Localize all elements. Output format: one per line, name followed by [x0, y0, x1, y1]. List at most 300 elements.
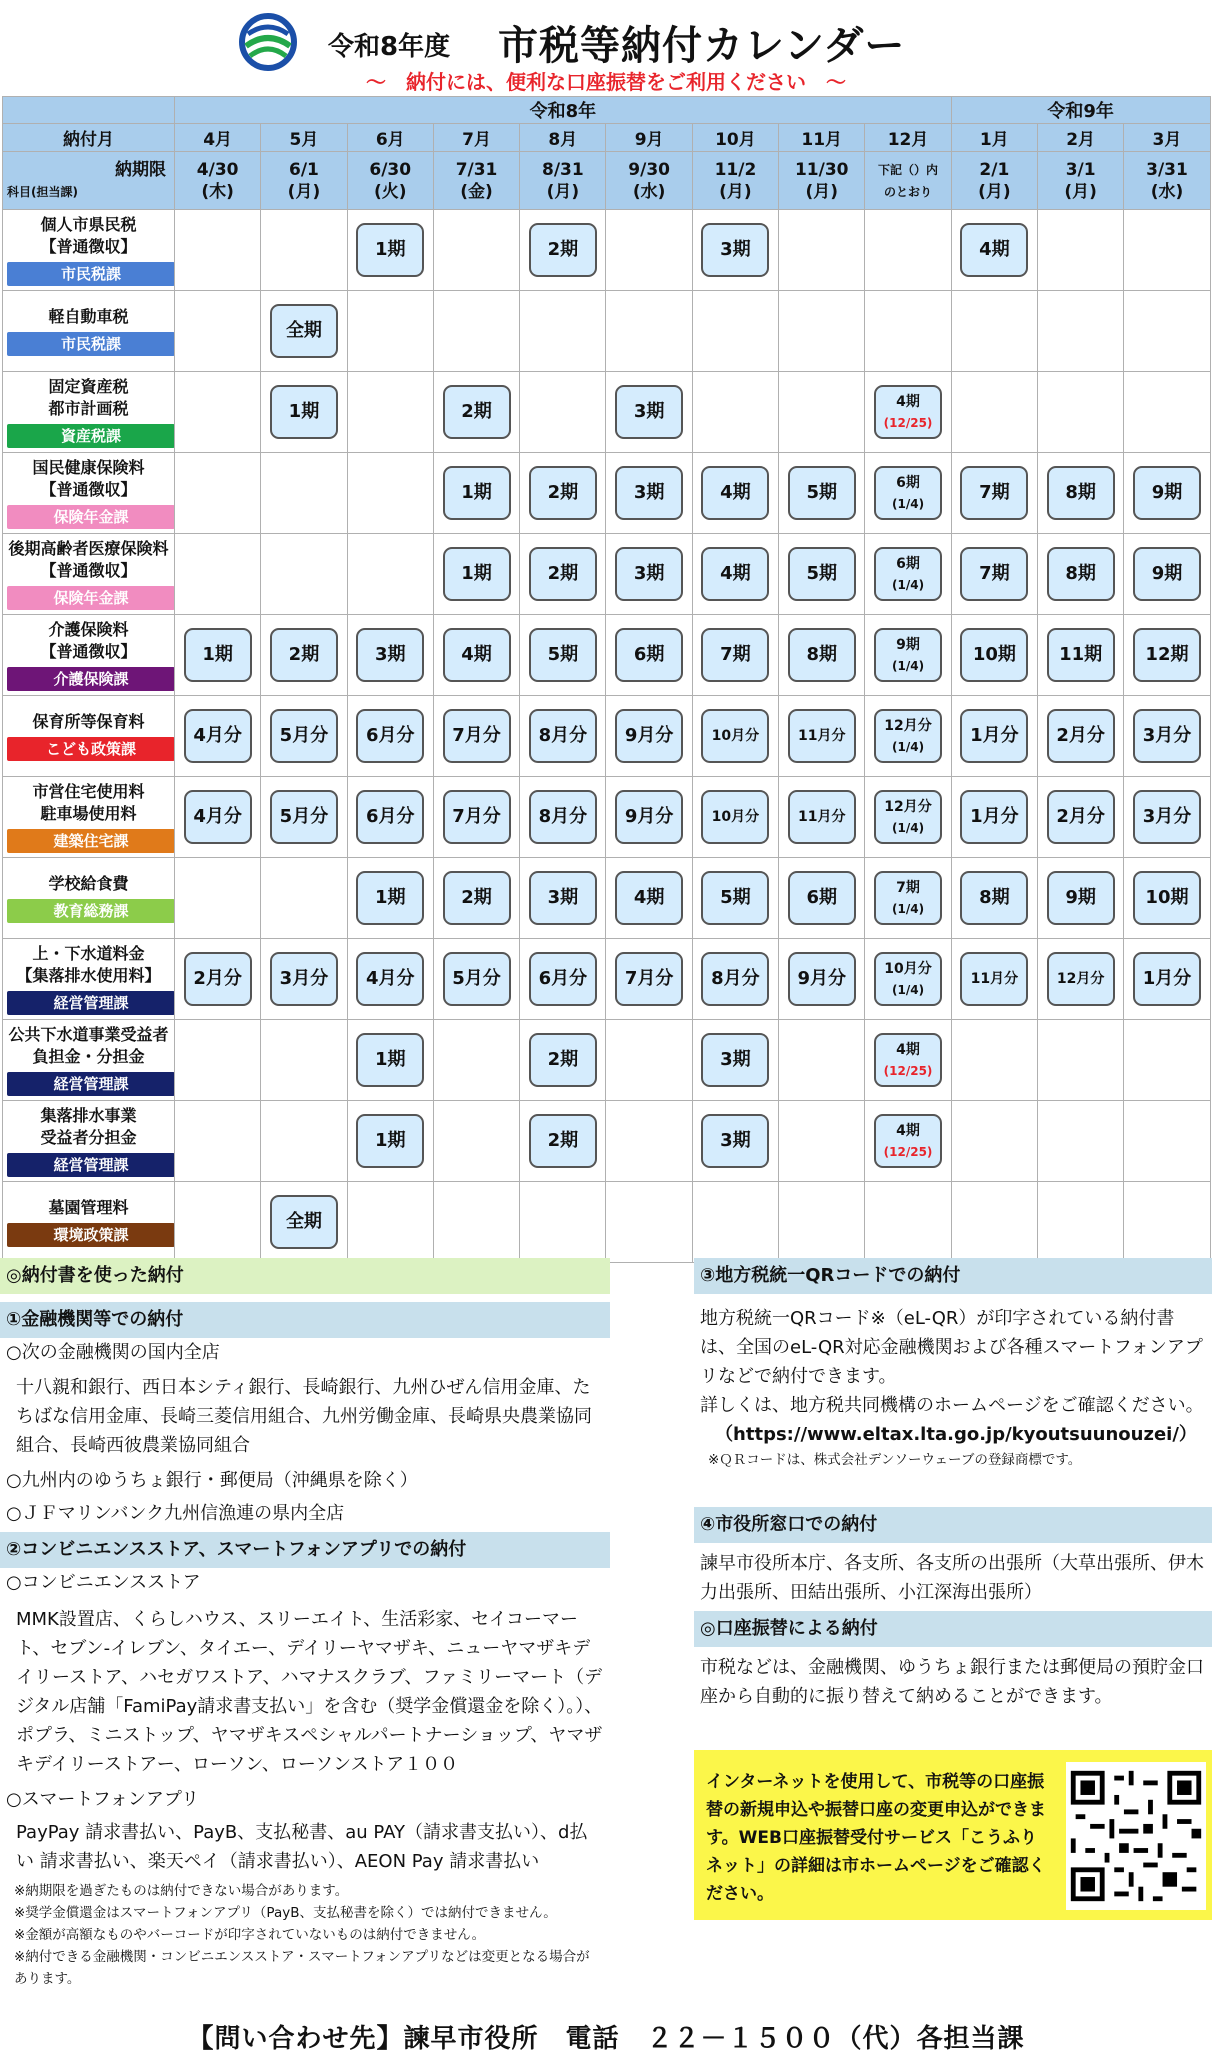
deadline-date-text: 下記（）内: [878, 162, 939, 177]
section-heading-qr: ③地方税統一QRコードでの納付: [694, 1258, 1212, 1294]
installment-label: 3期: [374, 644, 406, 665]
installment-badge: [701, 709, 769, 763]
installment-badge: [701, 790, 769, 844]
installment-badge: [615, 709, 683, 763]
calendar-row: [3, 939, 1211, 1020]
calendar-cell: [433, 1101, 519, 1182]
installment-label: 7期: [896, 879, 920, 896]
calendar-cell: [175, 777, 261, 858]
item-name-cell: [3, 858, 175, 939]
calendar-cell: [692, 291, 778, 372]
installment-deadline: (1/4): [892, 820, 925, 835]
installment-badge: [874, 628, 942, 682]
calendar-cell: [951, 372, 1037, 453]
calendar-cell: [692, 939, 778, 1020]
installment-badge: [356, 871, 424, 925]
calendar-cell: [433, 939, 519, 1020]
installment-label: 3月分: [1142, 806, 1192, 827]
internet-transfer-box: [694, 1750, 1212, 1920]
installment-badge: [443, 952, 511, 1006]
installment-label: 1期: [374, 1130, 406, 1151]
installment-label: 4月分: [365, 968, 415, 989]
era-reiwa8: 令和8年: [175, 97, 952, 124]
calendar-cell: [606, 1182, 692, 1263]
calendar-cell: [347, 210, 433, 291]
item-name: 軽自動車税: [48, 307, 129, 326]
installment-badge: [270, 304, 338, 358]
installment-label: 1期: [202, 644, 233, 665]
installment-badge: [184, 709, 252, 763]
installment-label: 2期: [547, 239, 579, 260]
deadline-date-text: 2/1: [979, 159, 1010, 180]
deadline-date: [347, 152, 433, 210]
calendar-cell: [779, 291, 865, 372]
calendar-row: [3, 615, 1211, 696]
calendar-cell: [1038, 453, 1124, 534]
deadline-date-text: 3/1: [1065, 159, 1096, 180]
installment-badge: [874, 466, 942, 520]
deadline-date: [175, 152, 261, 210]
installment-badge: [874, 709, 942, 763]
calendar-cell: [951, 939, 1037, 1020]
calendar-cell: [175, 291, 261, 372]
calendar-cell: [951, 291, 1037, 372]
installment-badge: [701, 547, 769, 601]
installment-badge: [184, 628, 252, 682]
calendar-cell: [347, 858, 433, 939]
calendar-cell: [433, 534, 519, 615]
installment-label: 12月分: [884, 717, 932, 734]
item-name: 駐車場使用料: [40, 804, 137, 823]
convenience-intro: ○コンビニエンスストア: [6, 1572, 201, 1593]
installment-badge: [874, 1114, 942, 1168]
installment-label: 4月分: [193, 725, 242, 746]
deadline-date-text: 6/30: [369, 159, 412, 180]
calendar-cell: [1124, 1020, 1210, 1101]
department-badge: 教育総務課: [7, 899, 175, 923]
installment-badge: [529, 223, 597, 277]
convenience-list: MMK設置店、くらしハウス、スリーエイト、生活彩家、セイコーマート、セブン-イレブン、タイエー、デイリーヤマザキ、ニューヤマザキデイリーストア、ハセガワストア、ハマナスクラブ、ファミリーマート（デジタル店舗「FamiPay請求書支払い」を含む（奨学金償還金を除く）。）、ポプラ、ミニストップ、ヤマザキスペシャルパートナーショップ、ヤマザキデイリーストアー、ローソン、ローソンストア１００: [16, 1609, 603, 1775]
calendar-cell: [779, 534, 865, 615]
installment-label: 9期: [1065, 887, 1096, 908]
installment-badge: [529, 871, 597, 925]
calendar-cell: [1038, 372, 1124, 453]
installment-label: 8月分: [538, 725, 588, 746]
item-name: 受益者分担金: [40, 1128, 137, 1147]
item-name: 【集落排水使用料】: [16, 966, 161, 985]
calendar-cell: [175, 696, 261, 777]
calendar-cell: [261, 291, 347, 372]
calendar-cell: [175, 534, 261, 615]
installment-label: 11月分: [970, 971, 1019, 987]
installment-badge: [184, 952, 252, 1006]
installment-label: 1月分: [970, 806, 1019, 827]
calendar-cell: [175, 615, 261, 696]
installment-badge: [270, 709, 338, 763]
installment-label: 9月分: [624, 806, 674, 827]
installment-badge: [356, 628, 424, 682]
city-logo-icon: [238, 12, 298, 72]
installment-label: 4期: [896, 393, 920, 410]
calendar-cell: [175, 939, 261, 1020]
deadline-day-text: (月): [546, 181, 580, 202]
calendar-cell: [779, 858, 865, 939]
deadline-date: [261, 152, 347, 210]
calendar-cell: [1038, 534, 1124, 615]
deadline-row: [3, 152, 1211, 210]
calendar-cell: [692, 453, 778, 534]
item-name: 墓園管理料: [48, 1198, 129, 1217]
installment-label: 3期: [720, 1049, 751, 1070]
calendar-cell: [520, 858, 606, 939]
item-name-cell: [3, 372, 175, 453]
calendar-cell: [433, 291, 519, 372]
installment-label: 3期: [720, 1130, 751, 1151]
month-header: 8月: [520, 124, 606, 152]
month-header: 1月: [951, 124, 1037, 152]
calendar-cell: [175, 1020, 261, 1101]
calendar-cell: [347, 453, 433, 534]
installment-badge: [788, 547, 856, 601]
installment-label: 5月分: [279, 725, 329, 746]
installment-badge: [270, 1195, 338, 1249]
item-name: 【普通徴収】: [40, 642, 137, 661]
calendar-cell: [347, 1101, 433, 1182]
calendar-cell: [433, 1182, 519, 1263]
installment-label: 6月分: [538, 968, 588, 989]
installment-label: 5期: [720, 887, 751, 908]
installment-badge: [443, 709, 511, 763]
deadline-date-text: 3/31: [1146, 159, 1188, 180]
item-name: 介護保険料: [48, 620, 129, 639]
title-area: [0, 8, 1212, 69]
deadline-day-text: (月): [805, 181, 838, 202]
calendar-cell: [865, 534, 951, 615]
calendar-cell: [261, 615, 347, 696]
installment-label: 11月分: [797, 728, 846, 744]
payment-calendar-table: [2, 96, 1211, 1263]
calendar-cell: [433, 858, 519, 939]
note-2: ※奨学金償還金はスマートフォンアプリ（PayB、支払秘書を除く）では納付できません。: [14, 1905, 557, 1921]
installment-badge: [529, 709, 597, 763]
installment-badge: [356, 1033, 424, 1087]
item-name: 学校給食費: [48, 874, 129, 893]
installment-badge: [1047, 628, 1115, 682]
installment-badge: [701, 952, 769, 1006]
calendar-cell: [1038, 696, 1124, 777]
calendar-cell: [606, 858, 692, 939]
calendar-cell: [433, 615, 519, 696]
installment-badge: [529, 1033, 597, 1087]
counter-text: 諫早市役所本庁、各支所、各支所の出張所（大草出張所、伊木力出張所、田結出張所、小江深海出張所）: [700, 1553, 1204, 1603]
item-name: 【普通徴収】: [40, 480, 137, 499]
installment-label: 3月分: [1142, 725, 1192, 746]
department-badge: 介護保険課: [7, 667, 175, 691]
installment-label: 6期: [633, 644, 665, 665]
item-name-cell: [3, 1101, 175, 1182]
section-heading-financial: ①金融機関等での納付: [0, 1302, 610, 1338]
calendar-cell: [520, 939, 606, 1020]
era-reiwa9: 令和9年: [951, 97, 1210, 124]
installment-badge: [356, 223, 424, 277]
installment-label: 2期: [461, 401, 492, 422]
contact-footer: 【問い合わせ先】諫早市役所 電話 ２２－１５００（代）各担当課: [187, 2024, 1025, 2054]
calendar-row: [3, 1182, 1211, 1263]
installment-badge: [960, 871, 1028, 925]
installment-label: 全期: [285, 1211, 322, 1232]
installment-label: 5期: [547, 644, 579, 665]
installment-badge: [443, 628, 511, 682]
item-name: 個人市県民税: [40, 215, 137, 234]
installment-label: 9月分: [797, 968, 846, 989]
installment-label: 1期: [461, 563, 492, 584]
installment-badge: [1133, 547, 1201, 601]
installment-badge: [874, 871, 942, 925]
era-row: [3, 97, 1211, 124]
calendar-cell: [520, 372, 606, 453]
calendar-cell: [606, 615, 692, 696]
department-badge: 環境政策課: [7, 1223, 175, 1247]
installment-label: 1期: [461, 482, 492, 503]
calendar-cell: [692, 615, 778, 696]
installment-badge: [270, 952, 338, 1006]
calendar-cell: [433, 453, 519, 534]
calendar-cell: [606, 1101, 692, 1182]
calendar-cell: [261, 1020, 347, 1101]
installment-badge: [443, 466, 511, 520]
installment-label: 7期: [979, 482, 1010, 503]
calendar-cell: [433, 210, 519, 291]
calendar-cell: [779, 453, 865, 534]
installment-badge: [788, 952, 856, 1006]
installment-label: 10期: [1145, 887, 1189, 908]
item-name-cell: [3, 291, 175, 372]
installment-deadline: (12/25): [883, 415, 933, 430]
calendar-cell: [692, 534, 778, 615]
calendar-cell: [951, 1020, 1037, 1101]
installment-label: 10月分: [711, 728, 760, 744]
item-name: 固定資産税: [48, 377, 129, 396]
deadline-date-text: 9/30: [628, 159, 670, 180]
calendar-cell: [175, 372, 261, 453]
qr-text: 地方税統一QRコード※（eL-QR）が印字されている納付書は、全国のeL-QR対応金融機関および各種スマートフォンアプリなどで納付できます。: [700, 1308, 1203, 1387]
installment-label: 8期: [1065, 482, 1096, 503]
calendar-cell: [779, 777, 865, 858]
calendar-cell: [865, 1101, 951, 1182]
installment-label: 8期: [1065, 563, 1096, 584]
deadline-label-cell: [3, 152, 175, 210]
deadline-day-text: (水): [1150, 181, 1184, 202]
deadline-date: [606, 152, 692, 210]
calendar-cell: [261, 939, 347, 1020]
month-header: 4月: [175, 124, 261, 152]
installment-badge: [1047, 871, 1115, 925]
calendar-cell: [692, 696, 778, 777]
installment-badge: [356, 1114, 424, 1168]
calendar-cell: [347, 534, 433, 615]
installment-badge: [1047, 547, 1115, 601]
installment-badge: [1047, 952, 1115, 1006]
installment-badge: [960, 547, 1028, 601]
calendar-cell: [606, 777, 692, 858]
calendar-cell: [175, 1101, 261, 1182]
installment-badge: [443, 790, 511, 844]
installment-badge: [615, 466, 683, 520]
calendar-cell: [606, 1020, 692, 1101]
financial-list: 十八親和銀行、西日本シティ銀行、長崎銀行、九州ひぜん信用金庫、たちばな信用金庫、長崎三菱信用組合、九州労働金庫、長崎県央農業協同組合、長崎西彼農業協同組合: [16, 1377, 592, 1456]
installment-label: 6期: [896, 474, 920, 491]
deadline-date: [692, 152, 778, 210]
installment-label: 12期: [1145, 644, 1189, 665]
installment-badge: [788, 628, 856, 682]
department-badge: 保険年金課: [7, 505, 175, 529]
installment-badge: [788, 709, 856, 763]
deadline-date: [1124, 152, 1210, 210]
qr-code-icon[interactable]: [1066, 1762, 1206, 1910]
installment-label: 2月分: [1056, 725, 1105, 746]
calendar-row: [3, 858, 1211, 939]
calendar-cell: [261, 210, 347, 291]
installment-label: 9期: [1151, 482, 1183, 503]
calendar-cell: [692, 858, 778, 939]
installment-badge: [960, 790, 1028, 844]
section-heading-counter: ④市役所窓口での納付: [694, 1507, 1212, 1543]
deadline-date-text: 8/31: [541, 159, 584, 180]
installment-badge: [874, 1033, 942, 1087]
calendar-cell: [779, 1101, 865, 1182]
installment-label: 2月分: [193, 968, 242, 989]
installment-label: 2期: [547, 482, 579, 503]
installment-label: 4期: [979, 239, 1010, 260]
calendar-cell: [1038, 1020, 1124, 1101]
installment-label: 7月分: [452, 806, 501, 827]
deadline-day-text: (月): [1064, 181, 1097, 202]
calendar-cell: [865, 777, 951, 858]
installment-badge: [960, 466, 1028, 520]
installment-label: 2期: [547, 563, 579, 584]
installment-label: 1期: [374, 1049, 406, 1070]
calendar-cell: [692, 372, 778, 453]
calendar-cell: [865, 858, 951, 939]
calendar-cell: [1038, 615, 1124, 696]
item-name: 負担金・分担金: [32, 1047, 145, 1066]
calendar-cell: [951, 777, 1037, 858]
deadline-date-text: 11/2: [714, 159, 757, 180]
note-4: ※納付できる金融機関・コンビニエンスストア・スマートフォンアプリなどは変更となる場合があります。: [14, 1949, 590, 1987]
department-badge: 経営管理課: [7, 991, 175, 1015]
eltax-url[interactable]: （https://www.eltax.lta.go.jp/kyoutsuunouzei/）: [715, 1424, 1197, 1445]
calendar-row: [3, 777, 1211, 858]
calendar-cell: [1038, 291, 1124, 372]
deadline-date-text: 7/31: [455, 159, 498, 180]
calendar-cell: [1038, 939, 1124, 1020]
month-header: 7月: [433, 124, 519, 152]
installment-label: 1月分: [1142, 968, 1192, 989]
item-name: 市営住宅使用料: [32, 782, 145, 801]
installment-label: 4期: [720, 482, 751, 503]
installment-badge: [270, 385, 338, 439]
department-badge: 市民税課: [7, 332, 175, 356]
month-header: 3月: [1124, 124, 1210, 152]
calendar-cell: [347, 1182, 433, 1263]
calendar-cell: [520, 291, 606, 372]
installment-badge: [529, 1114, 597, 1168]
installment-label: 2期: [461, 887, 492, 908]
calendar-cell: [1124, 534, 1210, 615]
calendar-cell: [261, 777, 347, 858]
installment-badge: [615, 952, 683, 1006]
deadline-date: [520, 152, 606, 210]
calendar-cell: [347, 615, 433, 696]
calendar-cell: [520, 696, 606, 777]
calendar-cell: [606, 210, 692, 291]
installment-label: 12月分: [1056, 971, 1105, 987]
jf-text: ○ＪＦマリンバンク九州信漁連の県内全店: [6, 1503, 345, 1524]
calendar-cell: [520, 1020, 606, 1101]
header-corner: [3, 97, 175, 124]
installment-badge: [874, 790, 942, 844]
installment-label: 3月分: [279, 968, 329, 989]
calendar-cell: [865, 615, 951, 696]
section-heading-convenience: ②コンビニエンスストア、スマートフォンアプリでの納付: [0, 1532, 610, 1568]
installment-label: 3期: [633, 482, 665, 503]
installment-label: 12月分: [884, 798, 932, 815]
calendar-cell: [261, 1182, 347, 1263]
section-heading-account-transfer: ◎口座振替による納付: [694, 1611, 1212, 1647]
installment-label: 2期: [547, 1049, 579, 1070]
calendar-cell: [779, 939, 865, 1020]
calendar-cell: [951, 210, 1037, 291]
calendar-cell: [520, 534, 606, 615]
installment-badge: [529, 466, 597, 520]
installment-label: 4期: [896, 1122, 920, 1139]
fiscal-year-title: 令和8年度: [328, 32, 451, 62]
installment-label: 9月分: [624, 725, 674, 746]
installment-label: 8月分: [538, 806, 588, 827]
financial-intro: ○次の金融機関の国内全店: [6, 1342, 220, 1363]
deadline-label: 納期限: [115, 159, 166, 180]
installment-deadline: (1/4): [892, 658, 925, 673]
item-name-cell: [3, 939, 175, 1020]
deadline-date-text: 6/1: [289, 159, 319, 180]
page-title: 市税等納付カレンダー: [498, 23, 906, 69]
item-name: 後期高齢者医療保険料: [8, 539, 169, 558]
installment-badge: [701, 466, 769, 520]
calendar-cell: [175, 210, 261, 291]
installment-deadline: (1/4): [892, 577, 925, 592]
qr-trademark-note: ※ＱＲコードは、株式会社デンソーウェーブの登録商標です。: [708, 1452, 1082, 1468]
calendar-cell: [606, 534, 692, 615]
installment-label: 10月分: [884, 960, 932, 977]
section-heading-payment-slip: ◎納付書を使った納付: [0, 1258, 610, 1294]
app-list: PayPay 請求書払い、PayB、支払秘書、au PAY（請求書支払い）、d払い 請求書払い、楽天ペイ（請求書払い）、AEON Pay 請求書払い: [16, 1822, 588, 1872]
item-name: 【普通徴収】: [40, 561, 137, 580]
calendar-cell: [347, 939, 433, 1020]
calendar-cell: [520, 453, 606, 534]
calendar-cell: [1038, 1101, 1124, 1182]
installment-label: 6月分: [365, 725, 415, 746]
installment-badge: [529, 628, 597, 682]
installment-label: 1期: [374, 239, 406, 260]
calendar-cell: [1124, 291, 1210, 372]
installment-label: 1月分: [970, 725, 1019, 746]
installment-badge: [701, 1033, 769, 1087]
deadline-day-text: (木): [201, 181, 234, 202]
calendar-cell: [261, 696, 347, 777]
item-name: 【普通徴収】: [40, 237, 137, 256]
item-name-cell: [3, 615, 175, 696]
calendar-cell: [261, 858, 347, 939]
